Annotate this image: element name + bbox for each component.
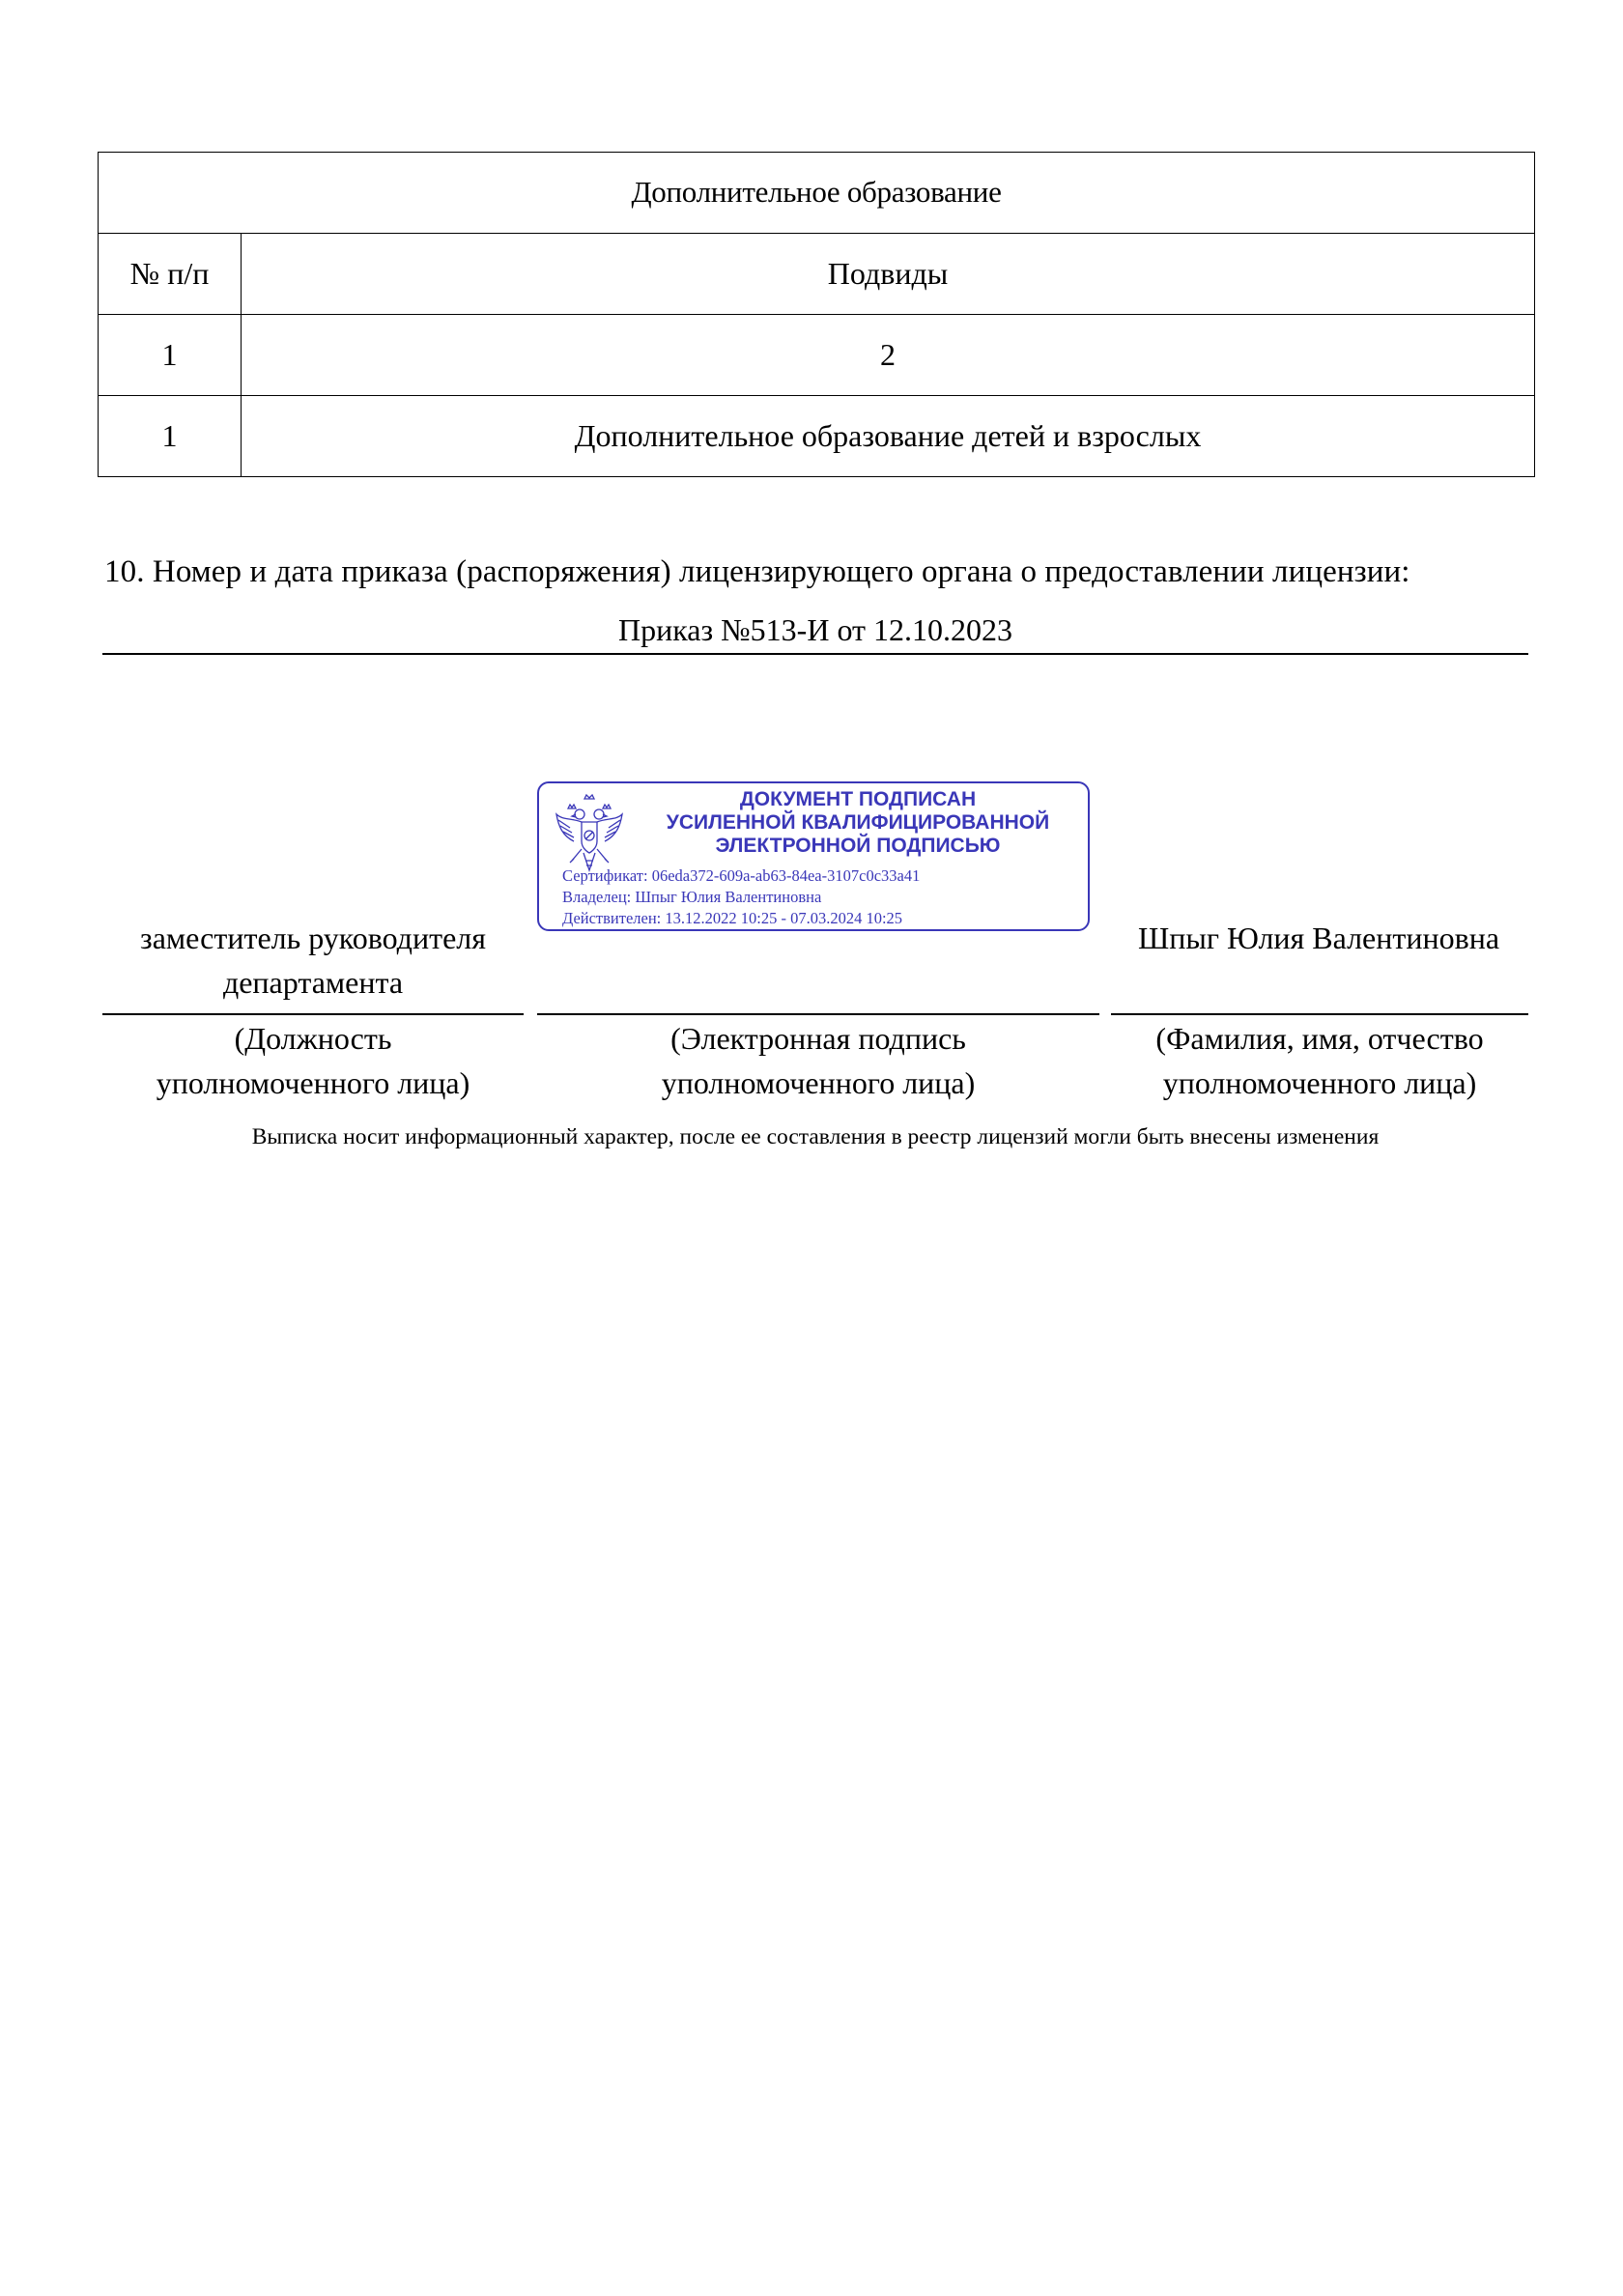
caption-name — [1111, 1016, 1528, 1105]
table-column-numbers-row — [99, 315, 1535, 396]
caption-signature — [537, 1016, 1099, 1105]
signer-position — [102, 916, 524, 1005]
stamp-title-line-1: ДОКУМЕНТ ПОДПИСАН — [739, 788, 977, 810]
table-title: Дополнительное образование — [99, 153, 1535, 234]
stamp-title-line-2: УСИЛЕННОЙ КВАЛИФИЦИРОВАННОЙ — [666, 811, 1050, 834]
caption-position-line-2: уполномоченного лица) — [156, 1065, 470, 1100]
footnote: Выписка носит информационный характер, после ее составления в реестр лицензий могли быть внесены изменения — [251, 1124, 1380, 1149]
row-number: 1 — [99, 396, 242, 477]
signer-position-line-1: заместитель руководителя — [140, 921, 486, 955]
stamp-title-line-3: ЭЛЕКТРОННОЙ ПОДПИСЬЮ — [715, 835, 1001, 857]
column-number-2: 2 — [242, 315, 1535, 396]
stamp-owner: Владелец: Шпыг Юлия Валентиновна — [562, 888, 822, 906]
table-title-row — [99, 153, 1535, 234]
signer-position-line-2: департамента — [222, 965, 404, 1000]
table-header-row — [99, 234, 1535, 315]
signature-underline — [537, 1013, 1099, 1015]
signer-name: Шпыг Юлия Валентиновна — [1137, 921, 1500, 955]
electronic-signature-stamp — [537, 781, 1090, 931]
stamp-validity: Действителен: 13.12.2022 10:25 - 07.03.2024 10:25 — [562, 909, 903, 927]
header-number: № п/п — [99, 234, 242, 315]
subtypes-table — [98, 152, 1535, 477]
caption-signature-line-2: уполномоченного лица) — [661, 1065, 976, 1100]
order-value: Приказ №513-И от 12.10.2023 — [618, 612, 1012, 647]
caption-signature-line-1: (Электронная подпись — [670, 1021, 966, 1056]
caption-name-line-1: (Фамилия, имя, отчество — [1155, 1021, 1484, 1056]
caption-position-line-1: (Должность — [234, 1021, 392, 1056]
row-subtype: Дополнительное образование детей и взрослых — [242, 396, 1535, 477]
column-number-1: 1 — [99, 315, 242, 396]
name-underline — [1111, 1013, 1528, 1015]
russian-coat-of-arms-icon — [553, 793, 626, 878]
order-label: 10. Номер и дата приказа (распоряжения) лицензирующего органа о предоставлении лицензии: — [104, 554, 1410, 589]
caption-name-line-2: уполномоченного лица) — [1162, 1065, 1477, 1100]
table-row — [99, 396, 1535, 477]
caption-position — [102, 1016, 524, 1105]
order-underline — [102, 653, 1528, 655]
stamp-certificate: Сертификат: 06eda372-609a-ab63-84ea-3107c0c33a41 — [562, 866, 921, 885]
position-underline — [102, 1013, 524, 1015]
header-subtypes: Подвиды — [242, 234, 1535, 315]
